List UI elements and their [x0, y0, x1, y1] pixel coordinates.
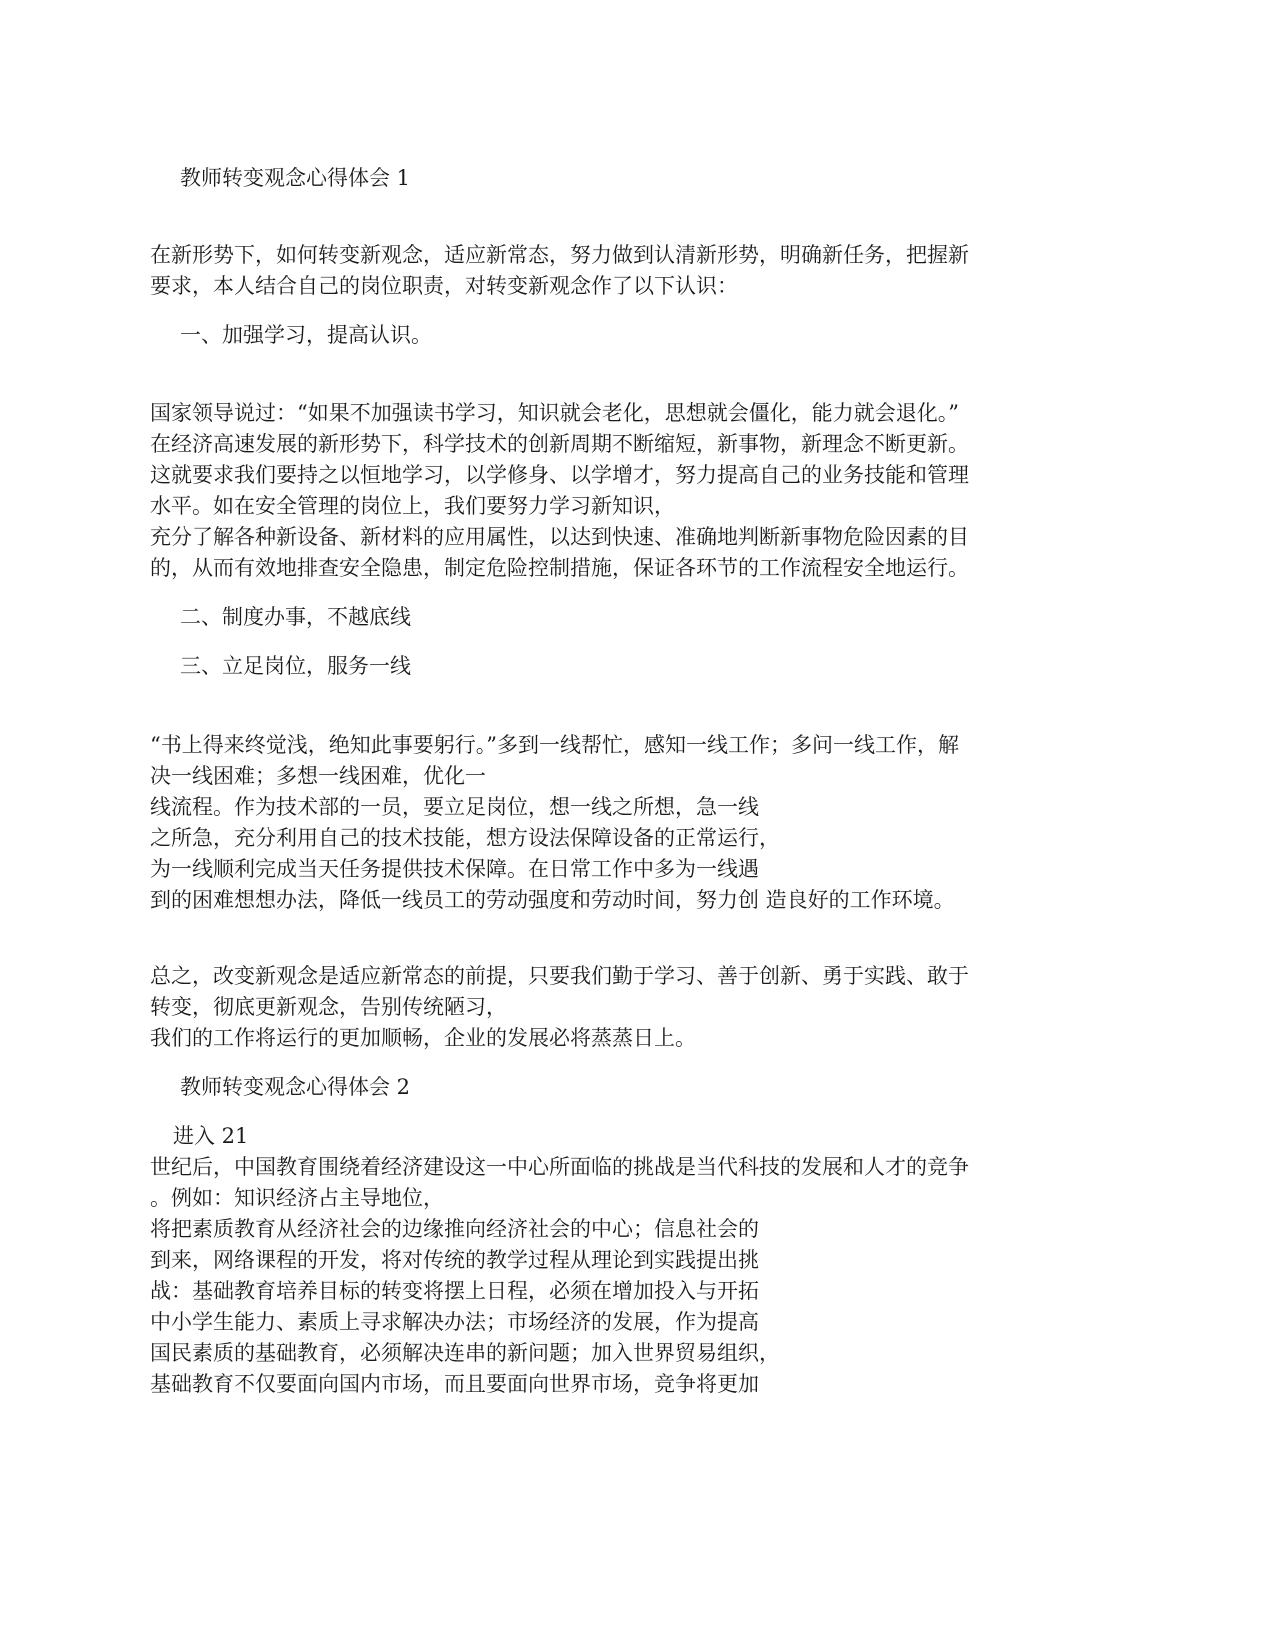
heading-rules: 二、制度办事，不越底线 [180, 605, 411, 629]
para4-line-8: 基础教育不仅要面向国内市场，而且要面向世界市场，竞争将更加 [150, 1372, 759, 1396]
para3-line-3: 线流程。作为技术部的一员，要立足岗位，想一线之所想，急一线 [150, 795, 759, 819]
para1-line-5: 充分了解各种新设备、新材料的应用属性，以达到快速、准确地判断新事物危险因素的目 [150, 525, 969, 549]
para1-line-4: 水平。如在安全管理的岗位上，我们要努力学习新知识， [150, 494, 675, 518]
para3-line-2: 决一线困难；多想一线困难，优化一 [150, 764, 486, 788]
para3-line-5: 为一线顺利完成当天任务提供技术保障。在日常工作中多为一线遇 [150, 857, 759, 881]
para1-line-1: 国家领导说过：“如果不加强读书学习，知识就会老化，思想就会僵化，能力就会退化。” [150, 401, 959, 425]
para4-line-1: 世纪后，中国教育围绕着经济建设这一中心所面临的挑战是当代科技的发展和人才的竞争 [150, 1155, 969, 1179]
para4-line-5: 战：基础教育培养目标的转变将摆上日程，必须在增加投入与开拓 [150, 1279, 759, 1303]
para1-line-3: 这就要求我们要持之以恒地学习，以学修身、以学增才，努力提高自己的业务技能和管理 [150, 463, 969, 487]
heading-post: 三、立足岗位，服务一线 [180, 654, 411, 678]
para4-line-3: 将把素质教育从经济社会的边缘推向经济社会的中心；信息社会的 [150, 1217, 759, 1241]
conclusion-line-2: 转变，彻底更新观念，告别传统陋习， [150, 995, 507, 1019]
para4-lead: 进入 21 [173, 1124, 249, 1148]
intro-line-2: 要求，本人结合自己的岗位职责，对转变新观念作了以下认识： [150, 274, 738, 298]
para4-line-4: 到来，网络课程的开发，将对传统的教学过程从理论到实践提出挑 [150, 1248, 759, 1272]
para4-line-6: 中小学生能力、素质上寻求解决办法；市场经济的发展，作为提高 [150, 1310, 759, 1334]
para3-line-4: 之所急，充分利用自己的技术技能，想方设法保障设备的正常运行， [150, 826, 780, 850]
para3-line-1: “书上得来终觉浅，绝知此事要躬行。”多到一线帮忙，感知一线工作；多问一线工作，解 [150, 733, 959, 757]
section-title-2: 教师转变观念心得体会 2 [180, 1075, 411, 1099]
para4-line-7: 国民素质的基础教育，必须解决连串的新问题；加入世界贸易组织， [150, 1341, 780, 1365]
para1-line-6: 的，从而有效地排查安全隐患，制定危险控制措施，保证各环节的工作流程安全地运行。 [150, 556, 969, 580]
para3-line-6: 到的困难想想办法，降低一线员工的劳动强度和劳动时间，努力创 造良好的工作环境。 [150, 888, 955, 912]
conclusion-line-1: 总之，改变新观念是适应新常态的前提，只要我们勤于学习、善于创新、勇于实践、敢于 [150, 964, 969, 988]
section-title-1: 教师转变观念心得体会 1 [180, 166, 411, 190]
para1-line-2: 在经济高速发展的新形势下，科学技术的创新周期不断缩短，新事物，新理念不断更新。 [150, 432, 969, 456]
conclusion-line-3: 我们的工作将运行的更加顺畅，企业的发展必将蒸蒸日上。 [150, 1026, 696, 1050]
intro-line-1: 在新形势下，如何转变新观念，适应新常态，努力做到认清新形势，明确新任务，把握新 [150, 243, 969, 267]
heading-study: 一、加强学习，提高认识。 [180, 323, 432, 347]
para4-line-2: 。例如：知识经济占主导地位， [150, 1186, 444, 1210]
